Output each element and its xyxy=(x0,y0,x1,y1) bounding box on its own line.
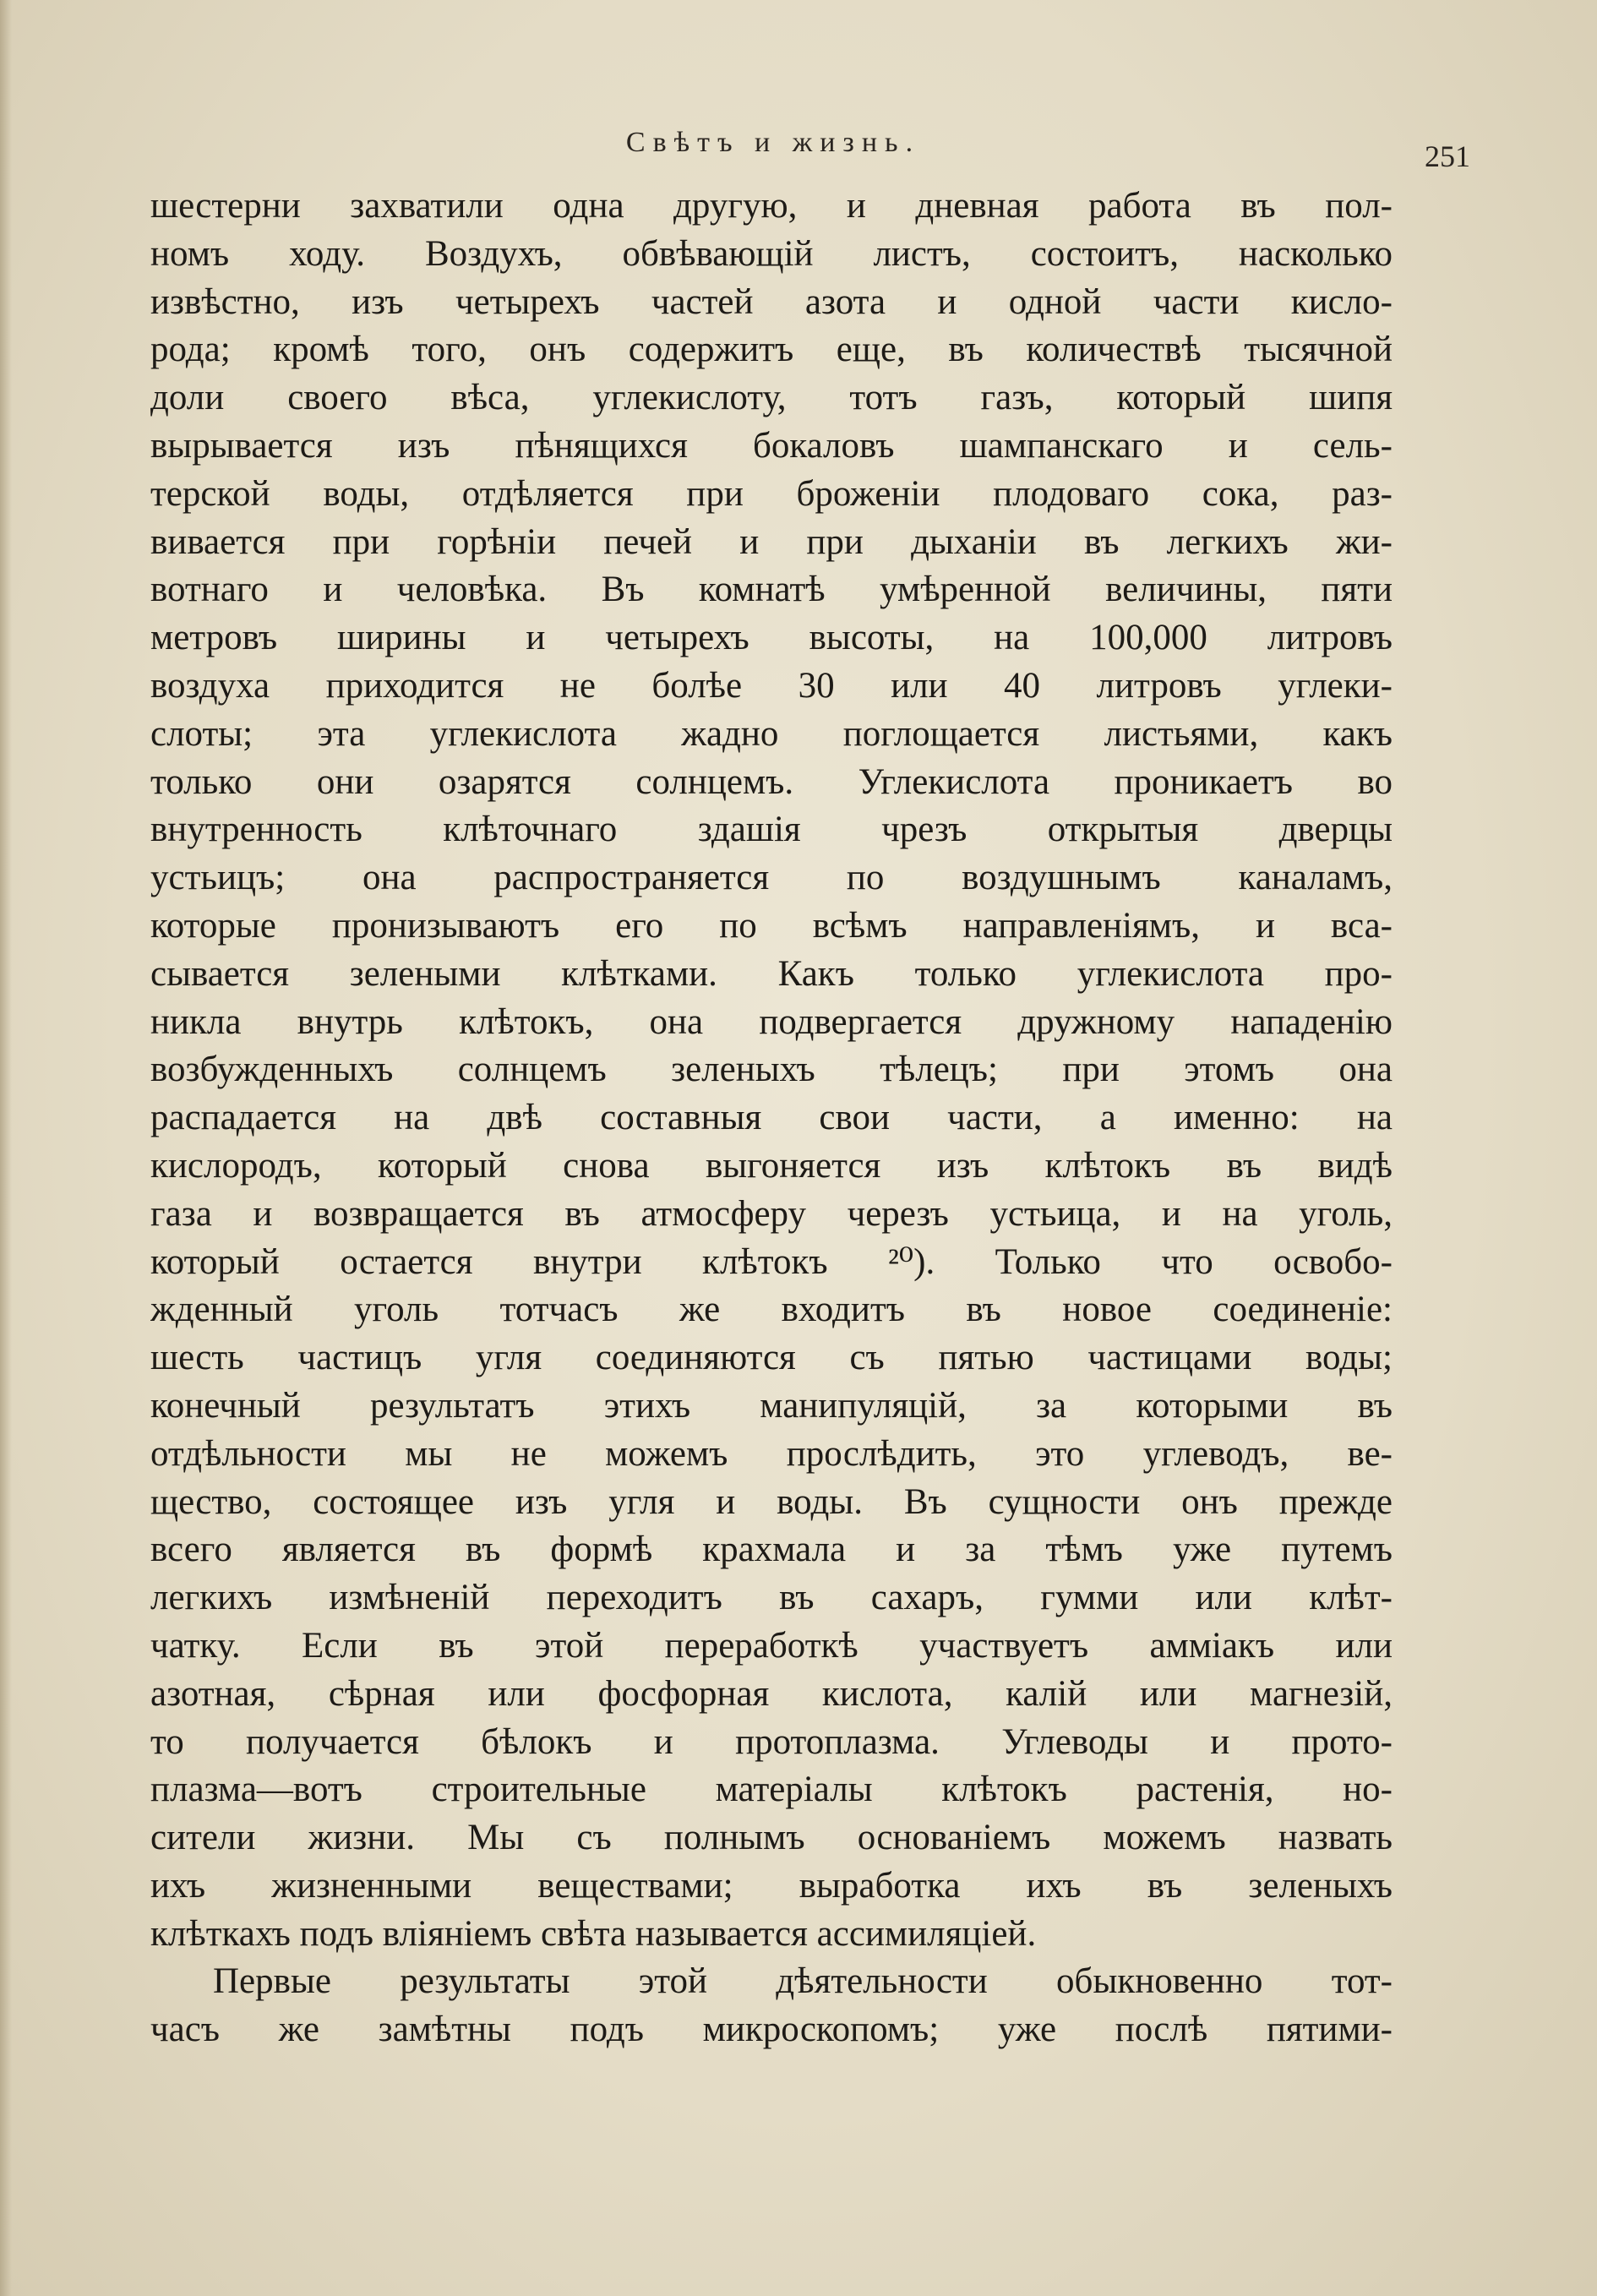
text-line: жденный уголь тотчасъ же входитъ въ новое соединеніе: xyxy=(150,1290,1393,1330)
text-line: шесть частицъ угля соединяются съ пятью частицами воды; xyxy=(150,1338,1393,1378)
paragraph xyxy=(150,1958,1393,2054)
text-line: всего является въ формѣ крахмала и за тѣмъ уже путемъ xyxy=(150,1530,1393,1570)
text-line: внутренность клѣточнаго здашія чрезъ открытыя дверцы xyxy=(150,810,1393,850)
text-line: конечный результатъ этихъ манипуляцій, за которыми въ xyxy=(150,1385,1393,1426)
page-number: 251 xyxy=(1425,139,1470,173)
text-line: метровъ ширины и четырехъ высоты, на 100,000 литровъ xyxy=(150,618,1393,658)
text-line: рода; кромѣ того, онъ содержитъ еще, въ количествѣ тысячной xyxy=(150,330,1393,370)
text-line: никла внутрь клѣтокъ, она подвергается дружному нападенію xyxy=(150,1001,1393,1042)
text-line: который остается внутри клѣтокъ ²⁰). Только что освобо- xyxy=(150,1241,1393,1282)
body-text xyxy=(150,183,1393,2054)
text-line: устьицъ; она распространяется по воздушнымъ каналамъ, xyxy=(150,858,1393,898)
text-line: чатку. Если въ этой переработкѣ участвуетъ аммiакъ или xyxy=(150,1625,1393,1666)
text-line: часъ же замѣтны подъ микроскопомъ; уже послѣ пятими- xyxy=(150,2010,1393,2050)
text-line: терской воды, отдѣляется при броженіи плодоваго сока, раз- xyxy=(150,473,1393,514)
text-line: Первые результаты этой дѣятельности обыкновенно тот- xyxy=(213,1961,1393,2002)
text-line: сители жизни. Мы съ полнымъ основаніемъ можемъ назвать xyxy=(150,1818,1393,1858)
text-line: отдѣльности мы не можемъ прослѣдить, это углеводъ, ве- xyxy=(150,1433,1393,1474)
text-line: ихъ жизненными веществами; выработка ихъ въ зеленыхъ xyxy=(150,1865,1393,1906)
text-line: газа и возвращается въ атмосферу черезъ устьица, и на уголь, xyxy=(150,1193,1393,1234)
text-line: доли своего вѣса, углекислоту, тотъ газъ, который шипя xyxy=(150,378,1393,418)
text-line: клѣткахъ подъ вліяніемъ свѣта называется ассимиляціей. xyxy=(150,1913,1037,1954)
text-line: азотная, сѣрная или фосфорная кислота, калій или магнезій, xyxy=(150,1673,1393,1714)
text-line: вырывается изъ пѣнящихся бокаловъ шампанскаго и сель- xyxy=(150,425,1393,466)
text-line: легкихъ измѣненій переходитъ въ сахаръ, гумми или клѣт- xyxy=(150,1578,1393,1618)
text-line: номъ ходу. Воздухъ, обвѣвающій листъ, состоитъ, насколько xyxy=(150,233,1393,274)
paragraph xyxy=(150,183,1393,1958)
text-line: вотнаго и человѣка. Въ комнатѣ умѣренной величины, пяти xyxy=(150,570,1393,610)
text-line: воздуха приходится не болѣе 30 или 40 литровъ углеки- xyxy=(150,665,1393,706)
text-line: слоты; эта углекислота жадно поглощается листьями, какъ xyxy=(150,713,1393,754)
text-line: распадается на двѣ составныя свои части, а именно: на xyxy=(150,1098,1393,1138)
text-line: только они озарятся солнцемъ. Углекислота проникаетъ во xyxy=(150,761,1393,802)
text-line: вивается при горѣніи печей и при дыханіи въ легкихъ жи- xyxy=(150,521,1393,562)
text-line: кислородъ, который снова выгоняется изъ клѣтокъ въ видѣ xyxy=(150,1145,1393,1186)
running-head xyxy=(152,127,1470,173)
text-line: плазма—вотъ строительные матеріалы клѣтокъ растенія, но- xyxy=(150,1770,1393,1810)
text-line: возбужденныхъ солнцемъ зеленыхъ тѣлецъ; при этомъ она xyxy=(150,1050,1393,1090)
text-line: которые пронизываютъ его по всѣмъ направленіямъ, и вса- xyxy=(150,905,1393,946)
text-line: щество, состоящее изъ угля и воды. Въ сущности онъ прежде xyxy=(150,1481,1393,1522)
running-title: Свѣтъ и жизнь. xyxy=(625,127,921,158)
text-line: шестерни захватили одна другую, и дневная работа въ пол- xyxy=(150,186,1393,226)
text-line: сывается зелеными клѣтками. Какъ только углекислота про- xyxy=(150,953,1393,994)
text-line: то получается бѣлокъ и протоплазма. Углеводы и прото- xyxy=(150,1721,1393,1762)
page-edge-shadow xyxy=(0,0,12,2296)
text-line: извѣстно, изъ четырехъ частей азота и одной части кисло- xyxy=(150,281,1393,322)
